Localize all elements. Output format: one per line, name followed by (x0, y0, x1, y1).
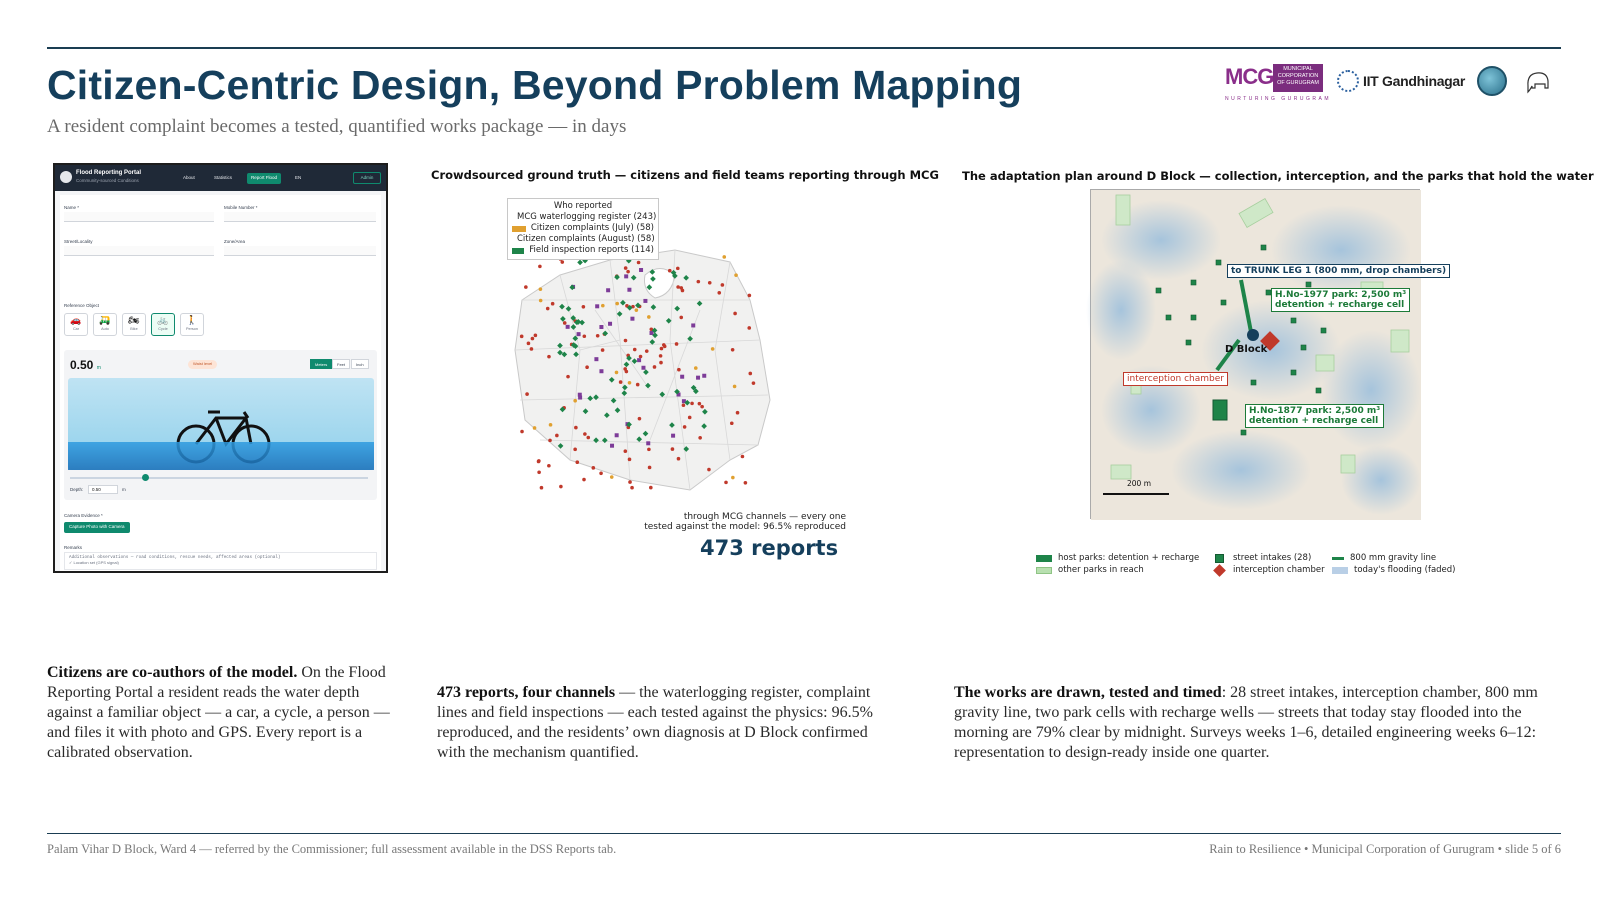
report-form (60, 195, 381, 571)
report-marker (630, 317, 634, 321)
scale-bar-label: 200 m (1127, 479, 1152, 488)
caption-reports (437, 683, 897, 763)
reports-note-line1: through MCG channels — every one (683, 512, 846, 522)
report-marker (624, 266, 628, 270)
report-marker (639, 268, 643, 272)
report-marker (734, 273, 738, 277)
report-marker (624, 449, 628, 453)
report-marker (627, 288, 631, 292)
map2-title: The adaptation plan around D Block — collection, interception, and the parks that hold the water (962, 169, 1594, 183)
park-1977-line1: H.No-1977 park: 2,500 m³ (1275, 290, 1407, 300)
report-marker (539, 287, 543, 291)
legend-item (512, 234, 654, 245)
report-marker (548, 439, 552, 443)
object-cycle-button[interactable] (151, 313, 175, 336)
object-label: Auto (101, 327, 109, 331)
motorbike-icon: 🏍 (128, 315, 140, 325)
park-1977-label (1271, 288, 1410, 312)
report-marker (586, 436, 590, 440)
object-label: Bike (130, 327, 138, 331)
report-marker (577, 260, 583, 266)
park-1877-label (1245, 404, 1384, 428)
report-marker (623, 367, 627, 371)
depth-slider[interactable] (70, 477, 368, 479)
report-marker (533, 426, 537, 430)
d-block-label: D Block (1225, 344, 1268, 355)
report-marker (747, 326, 751, 330)
report-marker (659, 354, 663, 358)
report-marker (551, 302, 555, 306)
report-marker (582, 305, 586, 309)
portal-title: Flood Reporting Portal (76, 170, 141, 176)
report-marker (539, 299, 543, 303)
mcg-logo-box: MUNICIPAL CORPORATION OF GURUGRAM (1273, 64, 1323, 92)
report-marker (537, 460, 541, 464)
report-marker (635, 308, 639, 312)
report-marker (566, 325, 570, 329)
portal-logo-icon (60, 171, 72, 183)
object-label: Cycle (158, 327, 168, 331)
report-marker (637, 261, 641, 265)
park-1977-line2: detention + recharge cell (1275, 300, 1405, 310)
report-marker (731, 476, 735, 480)
report-marker (595, 304, 599, 308)
admin-button[interactable]: Admin (353, 172, 381, 184)
report-marker (563, 321, 567, 325)
partner-logos (1225, 60, 1565, 108)
water-level (68, 442, 374, 470)
report-marker (733, 385, 737, 389)
report-marker (641, 366, 645, 370)
report-marker (682, 403, 686, 407)
report-marker (711, 347, 715, 351)
report-marker (722, 255, 726, 259)
report-marker (707, 468, 711, 472)
legend-item (1212, 553, 1311, 563)
object-bike-button[interactable] (122, 313, 146, 336)
report-marker (599, 369, 603, 373)
gps-status: ✓ Location set (GPS signal) (69, 560, 119, 565)
report-marker (660, 347, 664, 351)
legend-title: Who reported (553, 201, 613, 211)
report-marker (676, 267, 680, 271)
report-marker (573, 399, 577, 403)
unit-meters-toggle[interactable]: Meters (310, 359, 332, 369)
legend-label: today's flooding (faded) (1354, 565, 1456, 575)
report-marker (619, 380, 623, 384)
report-marker (700, 405, 704, 409)
camera-evidence-label: Camera Evidence * (64, 513, 103, 518)
report-marker (679, 316, 683, 320)
report-marker (524, 285, 528, 289)
report-marker (592, 466, 596, 470)
mcg-logo-sub: NURTURING GURUGRAM (1225, 96, 1332, 102)
name-label: Name * (64, 205, 80, 210)
depth-unit: m (96, 365, 101, 371)
street-input[interactable] (64, 246, 214, 256)
report-marker (624, 274, 628, 278)
caption-citizens (47, 663, 407, 763)
report-marker (574, 426, 578, 430)
report-marker (741, 455, 745, 459)
report-marker (639, 355, 643, 359)
report-marker (721, 283, 725, 287)
report-marker (628, 381, 632, 385)
map1-legend (507, 198, 659, 260)
caption-citizens-body: On the Flood Reporting Portal a resident reads the water depth against a familiar object — a car, a cycle, a person — and files it with photo and GPS. Every report is a calibrated observation. (47, 664, 390, 761)
report-marker (547, 464, 551, 468)
object-auto-button[interactable] (93, 313, 117, 336)
report-marker (650, 331, 654, 335)
unit-inch-toggle[interactable]: Inch (351, 359, 369, 369)
legend-label: host parks: detention + recharge (1058, 553, 1200, 563)
report-marker (615, 371, 619, 375)
report-marker (698, 436, 702, 440)
person-icon: 🚶 (186, 315, 198, 325)
report-marker (748, 294, 752, 298)
report-marker (675, 342, 679, 346)
object-person-button[interactable] (180, 313, 204, 336)
zone-input[interactable] (224, 246, 376, 256)
park-1877-line1: H.No-1877 park: 2,500 m³ (1249, 406, 1381, 416)
report-marker (671, 434, 675, 438)
report-marker (688, 416, 692, 420)
object-label: Person (185, 327, 199, 331)
report-marker (630, 486, 634, 490)
report-marker (636, 383, 640, 387)
depth-card (64, 350, 377, 500)
name-input[interactable] (64, 212, 214, 222)
report-marker (624, 339, 628, 343)
legend-label: 800 mm gravity line (1350, 553, 1437, 563)
report-marker (659, 361, 663, 365)
report-marker (560, 260, 564, 264)
iit-logo-text: IIT Gandhinagar (1363, 73, 1466, 89)
report-marker (626, 270, 630, 274)
legend-item (512, 245, 654, 256)
report-marker (730, 421, 734, 425)
report-marker (628, 458, 632, 462)
report-marker (538, 265, 542, 269)
report-marker (575, 460, 579, 464)
report-marker (668, 269, 672, 273)
report-marker (694, 366, 698, 370)
legend-item (512, 212, 657, 223)
caption-citizens-lead: Citizens are co-authors of the model. (47, 664, 298, 681)
report-marker (615, 433, 619, 437)
report-marker (752, 381, 756, 385)
legend-label: street intakes (28) (1233, 553, 1312, 563)
report-marker (599, 325, 603, 329)
globe-logo-icon (1477, 66, 1507, 96)
report-marker (546, 307, 550, 311)
nav-report-flood[interactable]: Report Flood (247, 173, 281, 184)
depth-value (70, 358, 101, 372)
report-marker (559, 485, 563, 489)
caption-reports-body: — the waterlogging register, complaint lines and field inspections — each tested against the physics: 96.5% reproduced, and the residents’ own diagnosis at D Block confirmed with the mechanism quantified. (437, 684, 873, 761)
portal-tagline: Community-sourced Conditions (76, 178, 139, 183)
reports-note (640, 512, 846, 532)
report-marker (671, 447, 675, 451)
depth-input[interactable]: 0.50 (88, 485, 118, 494)
report-marker (608, 322, 612, 326)
mobile-input[interactable] (224, 212, 376, 222)
depth-visualization (68, 378, 374, 470)
report-marker (677, 457, 681, 461)
report-marker (646, 441, 650, 445)
remarks-textarea[interactable]: Additional observations — road conditions, rescue needs, affected areas (optional) (64, 552, 377, 570)
report-marker (638, 417, 642, 421)
report-marker (647, 315, 651, 319)
reports-note-line2: tested against the model: 96.5% reproduced (644, 522, 846, 532)
caption-works-lead: The works are drawn, tested and timed (954, 684, 1222, 701)
park-1877-line2: detention + recharge cell (1249, 416, 1379, 426)
report-marker (748, 372, 752, 376)
depth-level-badge: Waist level (188, 360, 217, 369)
report-marker (537, 470, 541, 474)
report-marker (585, 365, 589, 369)
legend-item (1332, 553, 1436, 563)
legend-label: interception chamber (1233, 565, 1325, 575)
object-label: Car (72, 327, 80, 331)
report-marker (531, 337, 535, 341)
interception-chamber-label: interception chamber (1123, 372, 1228, 386)
report-marker (676, 285, 680, 289)
report-marker (549, 423, 553, 427)
slide-subtitle: A resident complaint becomes a tested, quantified works package — in days (47, 116, 627, 137)
capture-photo-button[interactable]: Capture Photo with Camera (64, 522, 130, 533)
nav-about[interactable]: About (183, 175, 195, 180)
zone-label: Zone/Area (224, 239, 246, 244)
object-car-button[interactable] (64, 313, 88, 336)
report-marker (530, 347, 534, 351)
portal-navbar (55, 165, 386, 191)
reports-total: 473 reports (700, 536, 839, 560)
nav-statistics[interactable]: Statistics (214, 175, 233, 180)
flood-portal-screenshot (53, 163, 388, 573)
report-marker (583, 432, 587, 436)
report-marker (681, 289, 685, 293)
bottom-rule (47, 833, 1561, 834)
report-marker (601, 348, 605, 352)
auto-rickshaw-icon: 🛺 (99, 315, 111, 325)
report-marker (637, 358, 641, 362)
mcg-logo-mark: MCG (1225, 64, 1274, 89)
report-marker (520, 335, 524, 339)
report-marker (696, 376, 700, 380)
report-marker (697, 280, 701, 284)
report-marker (583, 334, 587, 338)
report-marker (744, 481, 748, 485)
report-marker (648, 466, 652, 470)
report-marker (698, 402, 702, 406)
depth-input-label: Depth: (70, 487, 84, 492)
report-marker (540, 486, 544, 490)
footer-note: Palam Vihar D Block, Ward 4 — referred by the Commissioner; full assessment available in the DSS Reports tab. (47, 842, 617, 856)
adaptation-plan-graphic (1091, 190, 1421, 520)
mcg-logo (1225, 62, 1332, 104)
legend-item (512, 223, 654, 234)
report-marker (610, 444, 614, 448)
reference-object-label: Reference Object (64, 303, 100, 308)
street-label: Street/Locality (64, 239, 93, 244)
trunk-leg-label: to TRUNK LEG 1 (800 mm, drop chambers) (1227, 264, 1450, 278)
remarks-label: Remarks (64, 545, 83, 550)
caption-reports-lead: 473 reports, four channels (437, 684, 616, 701)
report-marker (643, 299, 647, 303)
adaptation-plan-map (1090, 189, 1447, 519)
report-marker (680, 375, 684, 379)
report-marker (527, 342, 531, 346)
report-marker (596, 334, 600, 338)
report-marker (653, 365, 657, 369)
bicycle-icon: 🚲 (157, 315, 169, 325)
legend-label: Field inspection reports (114) (529, 245, 654, 255)
report-marker (702, 374, 706, 378)
report-marker (628, 480, 632, 484)
report-marker (594, 357, 598, 361)
report-marker (555, 434, 559, 438)
report-marker (606, 288, 610, 292)
footer-deck-info: Rain to Resilience • Municipal Corporation of Gurugram • slide 5 of 6 (1209, 842, 1561, 856)
report-marker (610, 475, 614, 479)
legend-label: MCG waterlogging register (243) (517, 212, 657, 222)
report-marker (683, 425, 687, 429)
caption-works (954, 683, 1561, 763)
report-marker (691, 323, 695, 327)
report-marker (578, 393, 582, 397)
legend-label: Citizen complaints (August) (58) (517, 234, 655, 244)
report-marker (525, 392, 529, 396)
report-marker (649, 486, 653, 490)
legend-label: other parks in reach (1058, 565, 1144, 575)
report-marker (520, 430, 524, 434)
legend-item (1332, 565, 1456, 575)
legend-item (1036, 553, 1199, 563)
unit-feet-toggle[interactable]: Feet (332, 359, 350, 369)
report-marker (724, 481, 728, 485)
report-marker (547, 355, 551, 359)
report-marker (577, 332, 581, 336)
map2-legend (1036, 553, 1556, 587)
report-marker (733, 312, 737, 316)
report-marker (677, 368, 681, 372)
report-marker (731, 348, 735, 352)
iit-logo-icon (1337, 70, 1359, 92)
depth-slider-handle[interactable] (142, 474, 149, 481)
report-marker (573, 448, 577, 452)
depth-number: 0.50 (70, 358, 94, 372)
report-marker (708, 281, 712, 285)
legend-label: Citizen complaints (July) (58) (530, 223, 654, 233)
legend-item (1036, 565, 1144, 575)
report-marker (690, 402, 694, 406)
top-rule (47, 47, 1561, 49)
map1-title: Crowdsourced ground truth — citizens and field teams reporting through MCG (431, 168, 939, 182)
report-marker (615, 302, 619, 306)
report-marker (645, 349, 649, 353)
report-marker (662, 343, 666, 347)
report-marker (534, 334, 538, 338)
report-marker (647, 448, 651, 452)
caption-works-body: : 28 street intakes, interception chamber, 800 mm gravity line, two park cells with recharge wells — streets that today stay flooded into the morning are 79% clear by midnight. Surveys weeks 1–6, detailed engineering weeks 6–12: representation to design-ready inside one quarter. (954, 684, 1538, 761)
report-marker (717, 291, 721, 295)
slide-title: Citizen-Centric Design, Beyond Problem Mapping (47, 62, 1023, 108)
report-marker (566, 375, 570, 379)
elephant-logo-icon (1523, 66, 1553, 96)
mobile-label: Mobile Number * (224, 205, 258, 210)
report-marker (599, 471, 603, 475)
report-marker (582, 478, 586, 482)
nav-language[interactable]: EN (295, 175, 302, 180)
iit-logo (1337, 70, 1465, 92)
legend-item (1212, 565, 1325, 575)
report-marker (601, 304, 605, 308)
report-marker (633, 348, 637, 352)
car-icon: 🚗 (70, 315, 82, 325)
depth-input-unit: m (122, 487, 126, 492)
report-marker (736, 411, 740, 415)
